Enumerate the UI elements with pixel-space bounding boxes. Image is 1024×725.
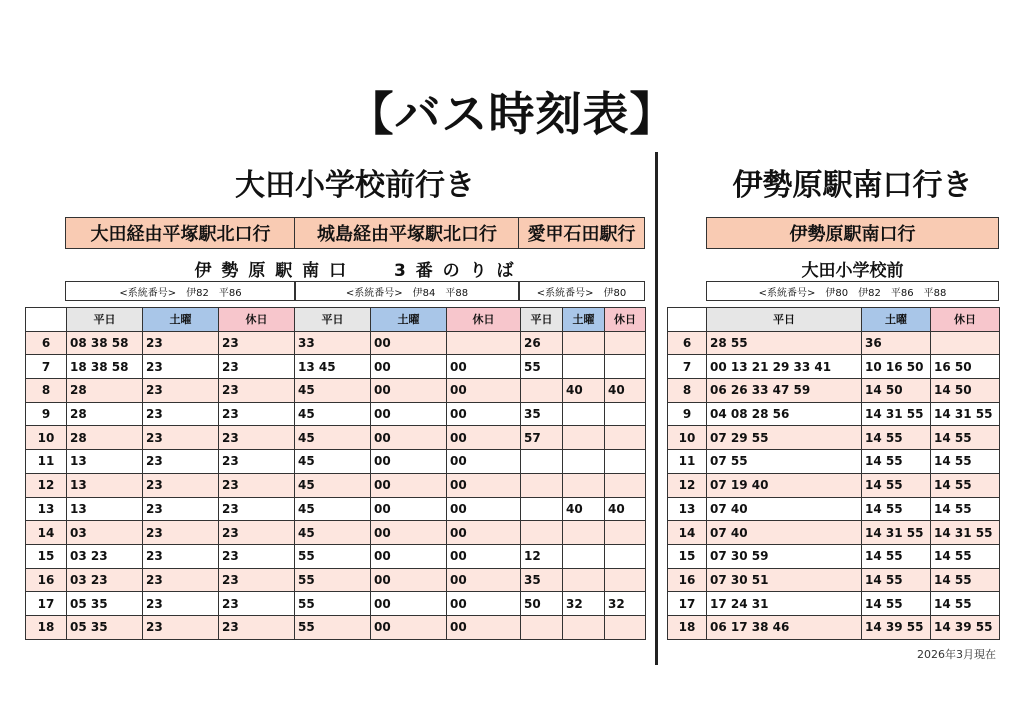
timetable-row bbox=[26, 615, 646, 639]
left-stop-name: 伊 勢 原 駅 南 口 3 番 の り ば bbox=[194, 261, 516, 281]
timetable-row bbox=[668, 615, 1000, 639]
hour-cell: 7 bbox=[668, 355, 707, 379]
minutes-cell: 45 bbox=[295, 379, 371, 403]
minutes-cell bbox=[563, 355, 605, 379]
timetable-row bbox=[26, 473, 646, 497]
minutes-cell: 26 bbox=[521, 331, 563, 355]
hour-cell: 18 bbox=[668, 615, 707, 639]
minutes-cell: 14 55 bbox=[862, 568, 931, 592]
hour-cell: 14 bbox=[668, 521, 707, 545]
minutes-cell: 23 bbox=[219, 544, 295, 568]
minutes-cell: 45 bbox=[295, 521, 371, 545]
hour-cell: 13 bbox=[26, 497, 67, 521]
minutes-cell: 06 17 38 46 bbox=[707, 615, 862, 639]
minutes-cell bbox=[521, 450, 563, 474]
timetable-row bbox=[668, 355, 1000, 379]
minutes-cell: 13 bbox=[67, 497, 143, 521]
timetable-row bbox=[26, 402, 646, 426]
system-number-aikoishida: <系統番号> 伊80 bbox=[518, 281, 645, 301]
minutes-cell: 45 bbox=[295, 402, 371, 426]
minutes-cell: 13 bbox=[67, 450, 143, 474]
timetable-row bbox=[26, 521, 646, 545]
minutes-cell: 55 bbox=[295, 615, 371, 639]
header-holiday: 休日 bbox=[219, 308, 295, 332]
minutes-cell: 00 bbox=[447, 497, 521, 521]
minutes-cell: 00 bbox=[447, 473, 521, 497]
header-saturday: 土曜 bbox=[862, 308, 931, 332]
hour-cell: 8 bbox=[668, 379, 707, 403]
minutes-cell: 00 bbox=[371, 402, 447, 426]
minutes-cell: 40 bbox=[563, 379, 605, 403]
minutes-cell: 13 bbox=[67, 473, 143, 497]
minutes-cell: 05 35 bbox=[67, 592, 143, 616]
minutes-cell bbox=[931, 331, 1000, 355]
minutes-cell: 00 bbox=[447, 426, 521, 450]
minutes-cell bbox=[447, 331, 521, 355]
minutes-cell: 55 bbox=[295, 544, 371, 568]
timetable-row bbox=[26, 497, 646, 521]
minutes-cell: 33 bbox=[295, 331, 371, 355]
minutes-cell: 08 38 58 bbox=[67, 331, 143, 355]
hour-cell: 15 bbox=[668, 544, 707, 568]
minutes-cell: 23 bbox=[219, 450, 295, 474]
minutes-cell: 45 bbox=[295, 426, 371, 450]
header-holiday: 休日 bbox=[447, 308, 521, 332]
minutes-cell bbox=[563, 568, 605, 592]
minutes-cell: 23 bbox=[143, 331, 219, 355]
hour-cell: 14 bbox=[26, 521, 67, 545]
minutes-cell bbox=[563, 450, 605, 474]
minutes-cell: 07 19 40 bbox=[707, 473, 862, 497]
minutes-cell: 00 bbox=[447, 592, 521, 616]
minutes-cell bbox=[521, 473, 563, 497]
timetable-row bbox=[668, 544, 1000, 568]
minutes-cell: 23 bbox=[143, 450, 219, 474]
minutes-cell: 00 bbox=[371, 426, 447, 450]
minutes-cell: 04 08 28 56 bbox=[707, 402, 862, 426]
minutes-cell: 35 bbox=[521, 568, 563, 592]
minutes-cell: 57 bbox=[521, 426, 563, 450]
minutes-cell: 23 bbox=[219, 497, 295, 521]
route-header-jojima: 城島経由平塚駅北口行 bbox=[294, 217, 520, 249]
minutes-cell: 23 bbox=[219, 615, 295, 639]
minutes-cell: 00 bbox=[371, 544, 447, 568]
hour-cell: 16 bbox=[668, 568, 707, 592]
system-number-ota: <系統番号> 伊82 平86 bbox=[65, 281, 296, 301]
hour-header-blank bbox=[668, 308, 707, 332]
minutes-cell bbox=[563, 521, 605, 545]
minutes-cell bbox=[605, 426, 646, 450]
as-of-date: 2026年3月現在 bbox=[917, 648, 996, 661]
minutes-cell: 00 bbox=[447, 450, 521, 474]
minutes-cell: 03 bbox=[67, 521, 143, 545]
minutes-cell bbox=[563, 473, 605, 497]
minutes-cell: 14 55 bbox=[862, 544, 931, 568]
hour-cell: 6 bbox=[668, 331, 707, 355]
minutes-cell: 14 31 55 bbox=[931, 521, 1000, 545]
minutes-cell: 00 13 21 29 33 41 bbox=[707, 355, 862, 379]
timetable-row bbox=[668, 402, 1000, 426]
minutes-cell: 23 bbox=[143, 544, 219, 568]
minutes-cell: 03 23 bbox=[67, 568, 143, 592]
hour-cell: 18 bbox=[26, 615, 67, 639]
header-holiday: 休日 bbox=[931, 308, 1000, 332]
hour-cell: 9 bbox=[26, 402, 67, 426]
minutes-cell bbox=[563, 544, 605, 568]
minutes-cell: 23 bbox=[219, 402, 295, 426]
right-timetable bbox=[667, 307, 1000, 640]
system-number-jojima: <系統番号> 伊84 平88 bbox=[294, 281, 520, 301]
minutes-cell bbox=[521, 615, 563, 639]
minutes-cell: 23 bbox=[143, 379, 219, 403]
minutes-cell: 14 55 bbox=[862, 497, 931, 521]
hour-cell: 12 bbox=[668, 473, 707, 497]
minutes-cell: 32 bbox=[605, 592, 646, 616]
minutes-cell: 14 55 bbox=[862, 592, 931, 616]
minutes-cell: 00 bbox=[447, 544, 521, 568]
minutes-cell: 45 bbox=[295, 450, 371, 474]
minutes-cell: 23 bbox=[143, 402, 219, 426]
minutes-cell: 55 bbox=[295, 568, 371, 592]
minutes-cell bbox=[521, 379, 563, 403]
header-holiday: 休日 bbox=[605, 308, 646, 332]
minutes-cell: 14 31 55 bbox=[862, 402, 931, 426]
minutes-cell bbox=[563, 615, 605, 639]
minutes-cell: 23 bbox=[143, 426, 219, 450]
minutes-cell: 55 bbox=[295, 592, 371, 616]
system-number-isehara: <系統番号> 伊80 伊82 平86 平88 bbox=[706, 281, 999, 301]
hour-cell: 13 bbox=[668, 497, 707, 521]
minutes-cell: 14 55 bbox=[931, 592, 1000, 616]
minutes-cell: 00 bbox=[371, 450, 447, 474]
minutes-cell: 00 bbox=[371, 473, 447, 497]
minutes-cell bbox=[605, 615, 646, 639]
minutes-cell: 00 bbox=[371, 379, 447, 403]
timetable-row bbox=[668, 521, 1000, 545]
minutes-cell: 14 39 55 bbox=[862, 615, 931, 639]
minutes-cell: 23 bbox=[219, 426, 295, 450]
timetable-row bbox=[668, 497, 1000, 521]
hour-cell: 7 bbox=[26, 355, 67, 379]
header-weekday: 平日 bbox=[295, 308, 371, 332]
minutes-cell bbox=[605, 355, 646, 379]
hour-cell: 8 bbox=[26, 379, 67, 403]
minutes-cell: 14 55 bbox=[862, 426, 931, 450]
minutes-cell: 23 bbox=[143, 592, 219, 616]
hour-cell: 16 bbox=[26, 568, 67, 592]
minutes-cell: 00 bbox=[447, 568, 521, 592]
minutes-cell: 14 55 bbox=[862, 450, 931, 474]
route-header-aikoishida: 愛甲石田駅行 bbox=[518, 217, 645, 249]
hour-cell: 10 bbox=[26, 426, 67, 450]
minutes-cell: 00 bbox=[447, 379, 521, 403]
minutes-cell: 23 bbox=[219, 473, 295, 497]
minutes-cell: 10 16 50 bbox=[862, 355, 931, 379]
hour-cell: 17 bbox=[26, 592, 67, 616]
header-weekday: 平日 bbox=[521, 308, 563, 332]
minutes-cell: 28 bbox=[67, 379, 143, 403]
header-weekday: 平日 bbox=[707, 308, 862, 332]
minutes-cell: 00 bbox=[447, 521, 521, 545]
minutes-cell: 40 bbox=[605, 497, 646, 521]
timetable-row bbox=[26, 379, 646, 403]
minutes-cell: 23 bbox=[143, 473, 219, 497]
minutes-cell: 23 bbox=[143, 521, 219, 545]
minutes-cell bbox=[605, 544, 646, 568]
page-title: 【バス時刻表】 bbox=[347, 87, 677, 141]
timetable-row bbox=[668, 592, 1000, 616]
minutes-cell: 14 50 bbox=[862, 379, 931, 403]
minutes-cell: 00 bbox=[371, 615, 447, 639]
minutes-cell: 00 bbox=[371, 592, 447, 616]
minutes-cell: 23 bbox=[143, 615, 219, 639]
minutes-cell: 16 50 bbox=[931, 355, 1000, 379]
minutes-cell: 00 bbox=[371, 521, 447, 545]
hour-cell: 15 bbox=[26, 544, 67, 568]
minutes-cell: 14 55 bbox=[931, 473, 1000, 497]
route-header-isehara: 伊勢原駅南口行 bbox=[706, 217, 999, 249]
minutes-cell: 14 55 bbox=[862, 473, 931, 497]
left-timetable bbox=[25, 307, 646, 640]
minutes-cell: 45 bbox=[295, 473, 371, 497]
minutes-cell: 00 bbox=[447, 355, 521, 379]
hour-cell: 10 bbox=[668, 426, 707, 450]
left-section-title: 大田小学校前行き bbox=[235, 168, 475, 203]
minutes-cell: 00 bbox=[371, 355, 447, 379]
minutes-cell: 23 bbox=[219, 568, 295, 592]
timetable-row bbox=[26, 331, 646, 355]
minutes-cell: 28 55 bbox=[707, 331, 862, 355]
minutes-cell: 23 bbox=[143, 497, 219, 521]
section-divider bbox=[655, 152, 658, 665]
hour-cell: 6 bbox=[26, 331, 67, 355]
minutes-cell: 40 bbox=[563, 497, 605, 521]
hour-cell: 11 bbox=[26, 450, 67, 474]
minutes-cell: 00 bbox=[371, 497, 447, 521]
minutes-cell: 14 50 bbox=[931, 379, 1000, 403]
minutes-cell: 00 bbox=[447, 402, 521, 426]
minutes-cell bbox=[605, 521, 646, 545]
minutes-cell bbox=[605, 331, 646, 355]
minutes-cell: 14 55 bbox=[931, 426, 1000, 450]
minutes-cell: 07 29 55 bbox=[707, 426, 862, 450]
minutes-cell: 23 bbox=[219, 331, 295, 355]
minutes-cell: 07 40 bbox=[707, 521, 862, 545]
minutes-cell: 07 30 59 bbox=[707, 544, 862, 568]
minutes-cell bbox=[605, 450, 646, 474]
minutes-cell: 45 bbox=[295, 497, 371, 521]
minutes-cell: 17 24 31 bbox=[707, 592, 862, 616]
hour-header-blank bbox=[26, 308, 67, 332]
header-saturday: 土曜 bbox=[371, 308, 447, 332]
timetable-row bbox=[668, 450, 1000, 474]
minutes-cell: 23 bbox=[143, 568, 219, 592]
header-saturday: 土曜 bbox=[563, 308, 605, 332]
minutes-cell: 23 bbox=[219, 379, 295, 403]
minutes-cell: 05 35 bbox=[67, 615, 143, 639]
timetable-row bbox=[26, 426, 646, 450]
minutes-cell bbox=[563, 426, 605, 450]
timetable-row bbox=[668, 379, 1000, 403]
timetable-row bbox=[668, 331, 1000, 355]
minutes-cell: 28 bbox=[67, 402, 143, 426]
minutes-cell: 00 bbox=[447, 615, 521, 639]
minutes-cell: 40 bbox=[605, 379, 646, 403]
header-weekday: 平日 bbox=[67, 308, 143, 332]
minutes-cell: 14 55 bbox=[931, 450, 1000, 474]
minutes-cell: 06 26 33 47 59 bbox=[707, 379, 862, 403]
timetable-row bbox=[668, 473, 1000, 497]
minutes-cell: 50 bbox=[521, 592, 563, 616]
header-saturday: 土曜 bbox=[143, 308, 219, 332]
minutes-cell: 23 bbox=[219, 592, 295, 616]
minutes-cell: 14 31 55 bbox=[931, 402, 1000, 426]
timetable-row bbox=[26, 568, 646, 592]
route-header-ota: 大田経由平塚駅北口行 bbox=[65, 217, 296, 249]
minutes-cell: 23 bbox=[219, 521, 295, 545]
minutes-cell: 14 31 55 bbox=[862, 521, 931, 545]
minutes-cell bbox=[563, 331, 605, 355]
hour-cell: 11 bbox=[668, 450, 707, 474]
minutes-cell: 55 bbox=[521, 355, 563, 379]
minutes-cell: 14 55 bbox=[931, 544, 1000, 568]
minutes-cell: 13 45 bbox=[295, 355, 371, 379]
timetable-row bbox=[26, 592, 646, 616]
minutes-cell: 14 55 bbox=[931, 497, 1000, 521]
hour-cell: 12 bbox=[26, 473, 67, 497]
minutes-cell: 00 bbox=[371, 568, 447, 592]
minutes-cell bbox=[521, 521, 563, 545]
minutes-cell: 00 bbox=[371, 331, 447, 355]
timetable-row bbox=[26, 355, 646, 379]
minutes-cell bbox=[521, 497, 563, 521]
timetable-row bbox=[26, 450, 646, 474]
timetable-row bbox=[668, 426, 1000, 450]
minutes-cell: 14 39 55 bbox=[931, 615, 1000, 639]
minutes-cell: 35 bbox=[521, 402, 563, 426]
minutes-cell: 28 bbox=[67, 426, 143, 450]
hour-cell: 9 bbox=[668, 402, 707, 426]
timetable-row bbox=[668, 568, 1000, 592]
minutes-cell: 32 bbox=[563, 592, 605, 616]
minutes-cell bbox=[605, 568, 646, 592]
timetable-row bbox=[26, 544, 646, 568]
minutes-cell: 07 30 51 bbox=[707, 568, 862, 592]
minutes-cell: 03 23 bbox=[67, 544, 143, 568]
minutes-cell: 23 bbox=[143, 355, 219, 379]
hour-cell: 17 bbox=[668, 592, 707, 616]
minutes-cell bbox=[605, 402, 646, 426]
minutes-cell: 07 55 bbox=[707, 450, 862, 474]
minutes-cell bbox=[563, 402, 605, 426]
right-stop-name: 大田小学校前 bbox=[801, 261, 904, 281]
minutes-cell: 18 38 58 bbox=[67, 355, 143, 379]
minutes-cell: 12 bbox=[521, 544, 563, 568]
minutes-cell: 23 bbox=[219, 355, 295, 379]
minutes-cell: 36 bbox=[862, 331, 931, 355]
minutes-cell: 07 40 bbox=[707, 497, 862, 521]
minutes-cell: 14 55 bbox=[931, 568, 1000, 592]
right-section-title: 伊勢原駅南口行き bbox=[732, 168, 973, 203]
minutes-cell bbox=[605, 473, 646, 497]
